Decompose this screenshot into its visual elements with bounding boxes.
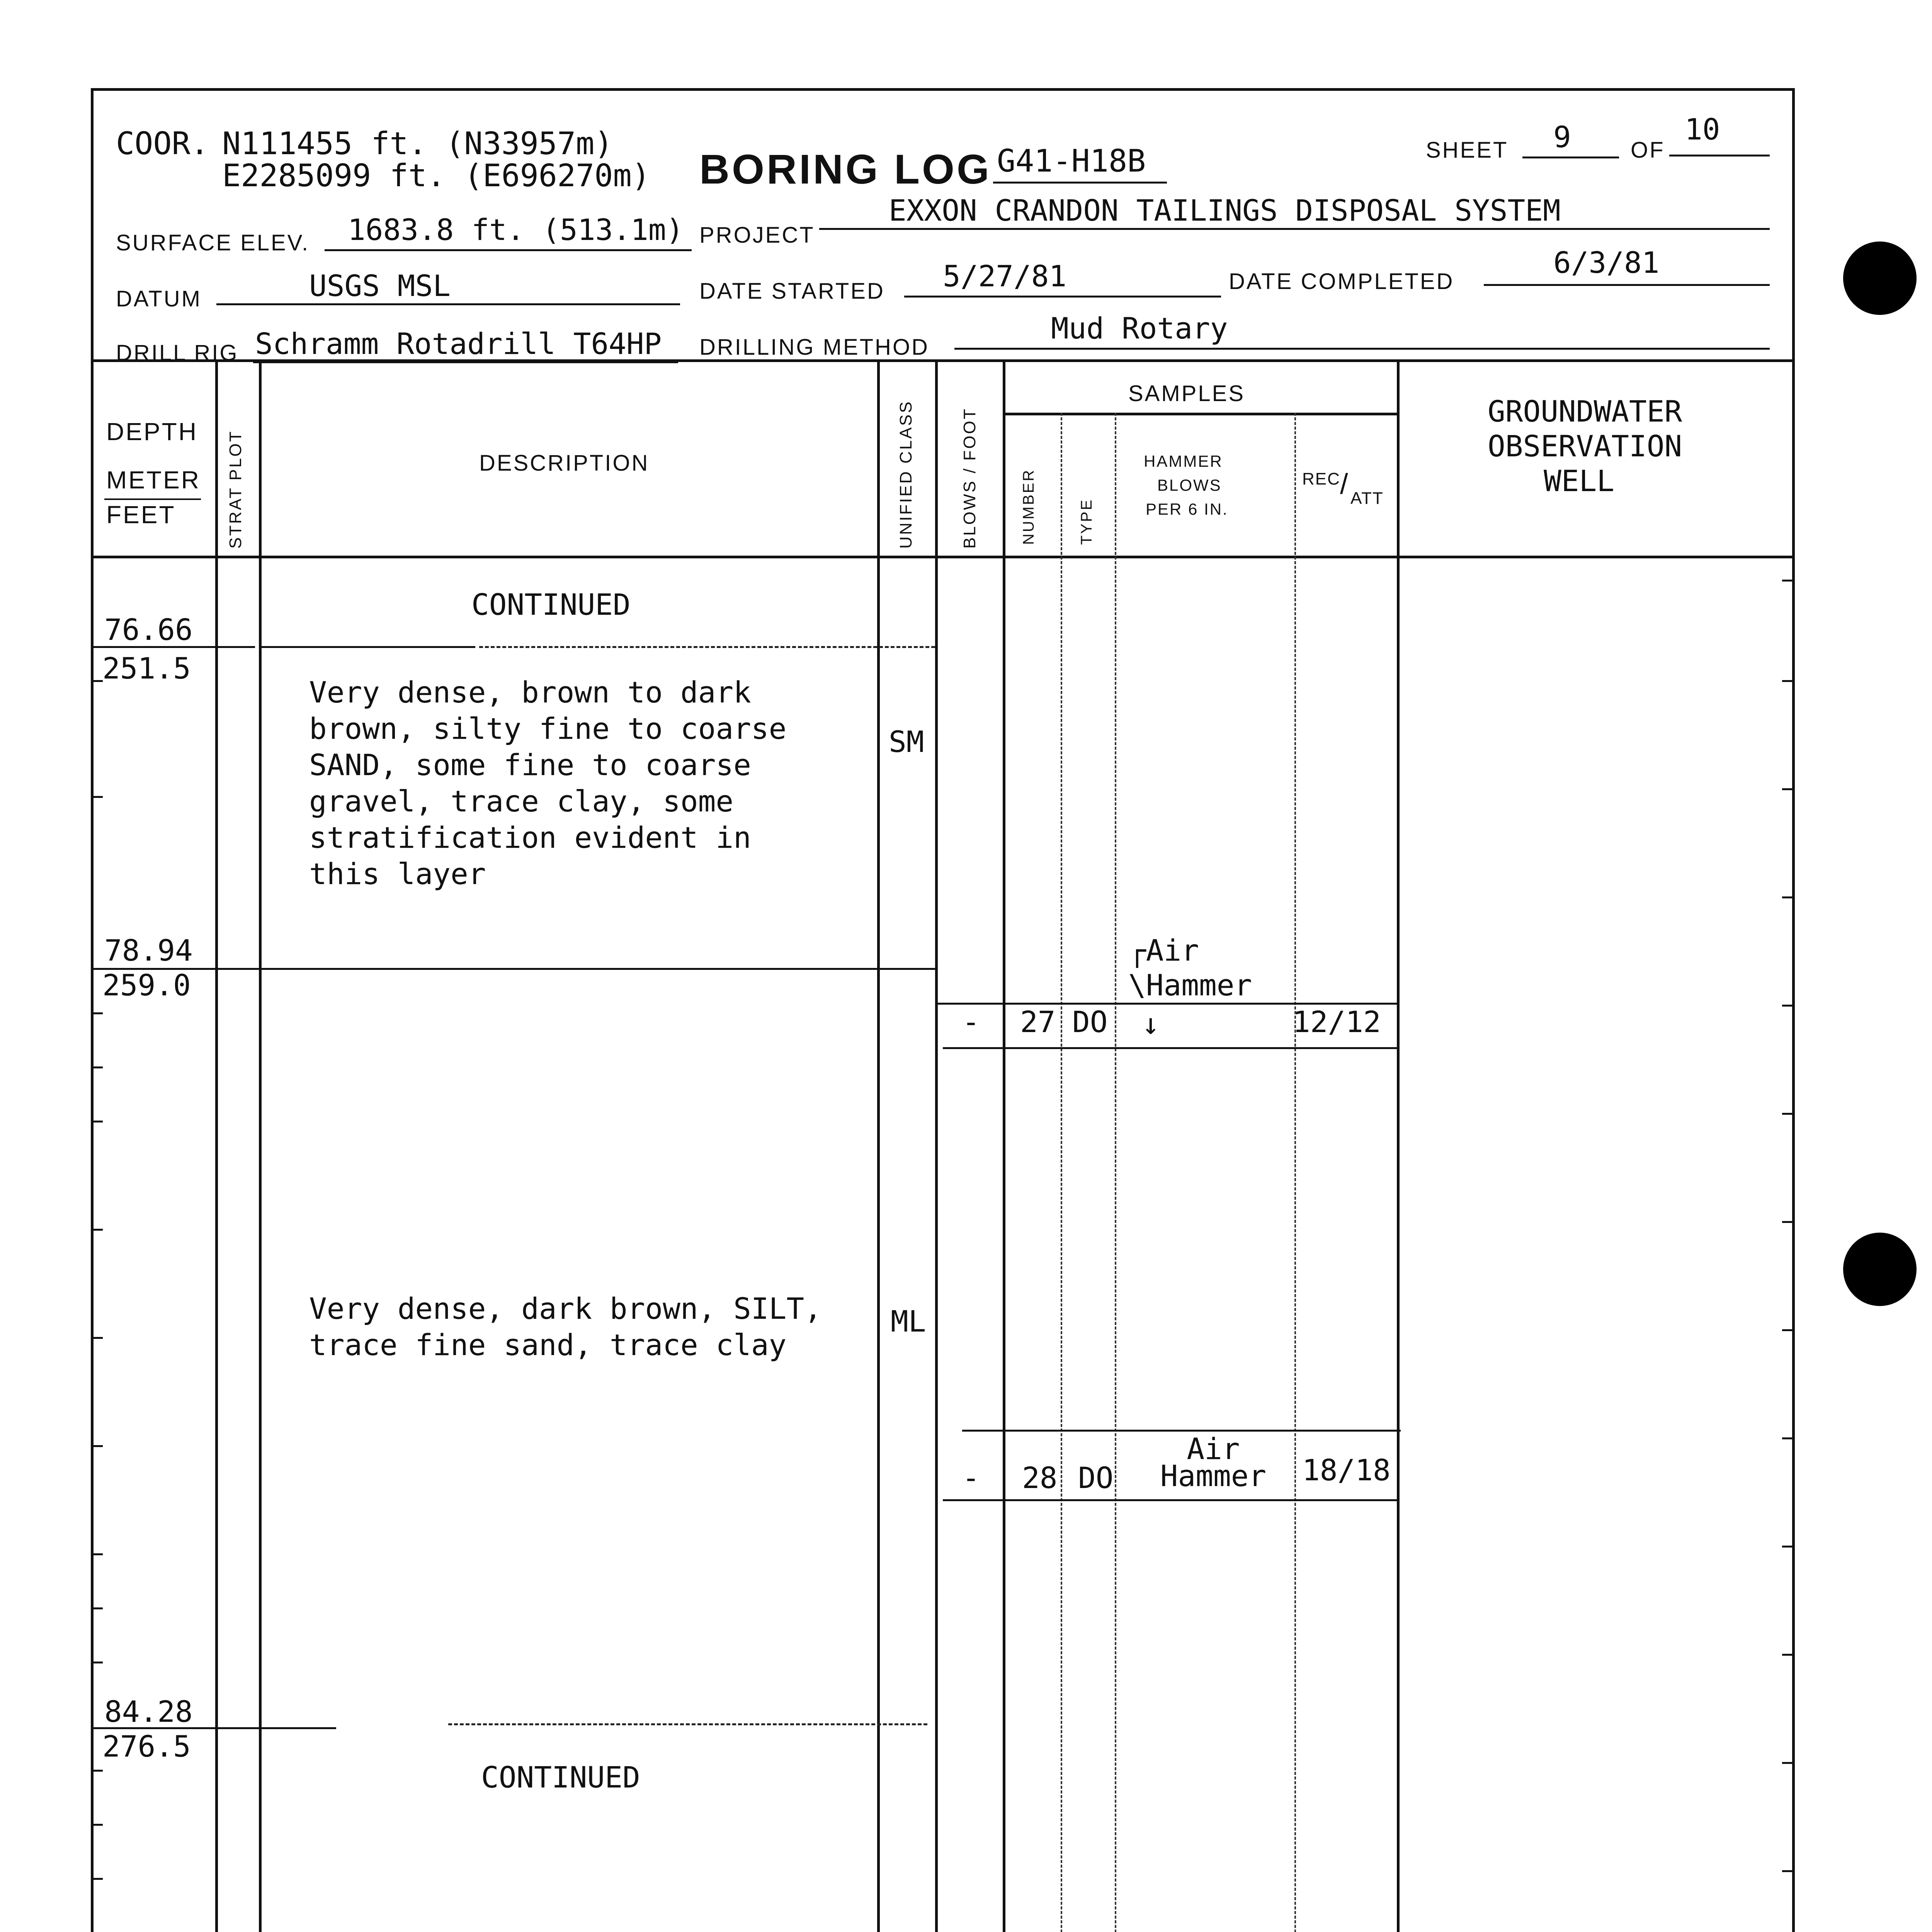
sheet-number-underline — [1522, 156, 1619, 158]
depth-feet-3: 276.5 — [102, 1729, 191, 1764]
date-completed-label: DATE COMPLETED — [1229, 269, 1454, 294]
depth-meter-2: 78.94 — [104, 933, 193, 968]
col-line-rec — [1397, 359, 1400, 1932]
coor-label: COOR. — [116, 126, 209, 162]
boring-id-underline — [993, 182, 1167, 184]
sample-28-blows: - — [962, 1461, 980, 1495]
groundwater-header-1: GROUNDWATER — [1488, 394, 1682, 429]
sample-28-hammer: Air Hammer — [1160, 1432, 1267, 1493]
depth-meter-1: 76.66 — [104, 612, 193, 647]
blows-foot-header: BLOWS / FOOT — [960, 407, 979, 549]
samples-header: SAMPLES — [1128, 381, 1245, 406]
sample-27-hammer-note-2: \Hammer — [1128, 968, 1252, 1002]
groundwater-header-2: OBSERVATION — [1488, 429, 1682, 463]
sheet-number: 9 — [1553, 120, 1571, 154]
sample-28-bottom-rule — [943, 1499, 1397, 1501]
project-label: PROJECT — [699, 223, 815, 248]
sample-27-rec-att: 12/12 — [1293, 1005, 1381, 1039]
depth-feet-1: 251.5 — [102, 651, 191, 685]
description-header: DESCRIPTION — [479, 451, 650, 476]
sheet-label: SHEET — [1426, 138, 1509, 163]
datum-label: DATUM — [116, 286, 202, 311]
col-line-strat — [259, 359, 262, 1932]
drill-rig: Schramm Rotadrill T64HP — [255, 327, 662, 361]
layer-boundary-3-dashed — [448, 1723, 927, 1725]
date-started-underline — [904, 296, 1221, 298]
frame-right — [1792, 88, 1795, 1932]
sample-27-type: DO — [1072, 1005, 1108, 1039]
col-line-blows — [1003, 359, 1005, 1932]
groundwater-header-3: WELL — [1544, 464, 1615, 498]
col-line-depth — [215, 359, 218, 1932]
frame-left — [91, 88, 94, 1932]
depth-header: DEPTH — [106, 418, 198, 446]
number-header: NUMBER — [1020, 468, 1037, 545]
layer-2-class: ML — [891, 1304, 926, 1338]
sample-28-number: 28 — [1022, 1461, 1058, 1495]
layer-boundary-1-solid — [259, 646, 475, 648]
drilling-method: Mud Rotary — [1051, 311, 1228, 345]
layer-2-description: Very dense, dark brown, SILT, trace fine sand, trace clay — [309, 1291, 822, 1362]
layer-boundary-2 — [215, 968, 938, 970]
surface-elev: 1683.8 ft. (513.1m) — [348, 213, 684, 247]
drilling-method-underline — [954, 348, 1770, 350]
strat-plot-header: STRAT PLOT — [226, 430, 245, 549]
type-header: TYPE — [1078, 498, 1095, 545]
drilling-method-label: DRILLING METHOD — [699, 335, 929, 360]
surface-elev-label: SURFACE ELEV. — [116, 230, 310, 255]
sample-28-top-rule — [962, 1430, 1401, 1432]
of-label: OF — [1631, 138, 1665, 163]
coor-north: N111455 ft. (N33957m) — [222, 126, 613, 162]
project-underline — [819, 228, 1770, 230]
project-name: EXXON CRANDON TAILINGS DISPOSAL SYSTEM — [889, 193, 1561, 228]
continued-bottom: CONTINUED — [481, 1760, 640, 1794]
frame-top — [91, 88, 1795, 91]
datum-value: USGS MSL — [309, 269, 451, 303]
sample-28-type: DO — [1078, 1461, 1114, 1495]
sample-27-number: 27 — [1020, 1005, 1056, 1039]
sheet-total: 10 — [1685, 112, 1720, 146]
table-top-rule — [91, 359, 1795, 362]
sample-27-bottom-rule — [943, 1047, 1397, 1049]
depth-meter-1-underline — [93, 646, 255, 648]
page-title: BORING LOG — [699, 146, 992, 192]
col-line-type — [1115, 413, 1116, 1932]
date-completed: 6/3/81 — [1553, 245, 1660, 280]
layer-boundary-1-dashed — [479, 646, 935, 648]
drill-rig-label: DRILL RIG — [116, 340, 239, 366]
depth-feet-2: 259.0 — [102, 968, 191, 1002]
att-header: ATT — [1350, 489, 1384, 508]
continued-top: CONTINUED — [471, 587, 631, 622]
meter-header: METER — [106, 466, 201, 494]
meter-feet-divider — [104, 498, 201, 500]
hammer-header-1: HAMMER — [1144, 452, 1223, 470]
sample-27-hammer-note-1: ┌Air — [1128, 933, 1199, 968]
sheet-total-underline — [1669, 155, 1770, 156]
date-completed-underline — [1484, 284, 1770, 286]
feet-header: FEET — [106, 501, 176, 529]
layer-1-description: Very dense, brown to dark brown, silty fine to coarse SAND, some fine to coarse gravel, trace clay, some stratification evident in this layer — [309, 675, 787, 891]
date-started-label: DATE STARTED — [699, 279, 885, 304]
layer-1-class: SM — [889, 724, 924, 759]
col-line-hammer — [1294, 413, 1296, 1932]
sample-28-rec-att: 18/18 — [1302, 1453, 1391, 1487]
unified-class-header: UNIFIED CLASS — [896, 400, 915, 549]
rec-att-slash: / — [1340, 468, 1348, 500]
datum-underline — [216, 303, 680, 305]
sample-27-hammer-arrow: ↓ — [1142, 1007, 1160, 1041]
col-line-unified — [935, 359, 938, 1932]
hammer-header-3: PER 6 IN. — [1146, 500, 1228, 518]
table-header-bottom-rule — [91, 556, 1795, 558]
depth-meter-3: 84.28 — [104, 1694, 193, 1729]
sample-27-blows: - — [962, 1005, 980, 1039]
punch-hole-top — [1843, 242, 1917, 315]
rec-header: REC — [1302, 469, 1340, 488]
surface-elev-underline — [325, 249, 692, 251]
coor-east: E2285099 ft. (E696270m) — [222, 158, 650, 194]
punch-hole-middle — [1843, 1233, 1917, 1306]
col-line-number — [1061, 413, 1062, 1932]
boring-id: G41-H18B — [997, 143, 1146, 179]
col-line-description — [877, 359, 880, 1932]
date-started: 5/27/81 — [943, 259, 1067, 293]
hammer-header-2: BLOWS — [1157, 476, 1222, 494]
